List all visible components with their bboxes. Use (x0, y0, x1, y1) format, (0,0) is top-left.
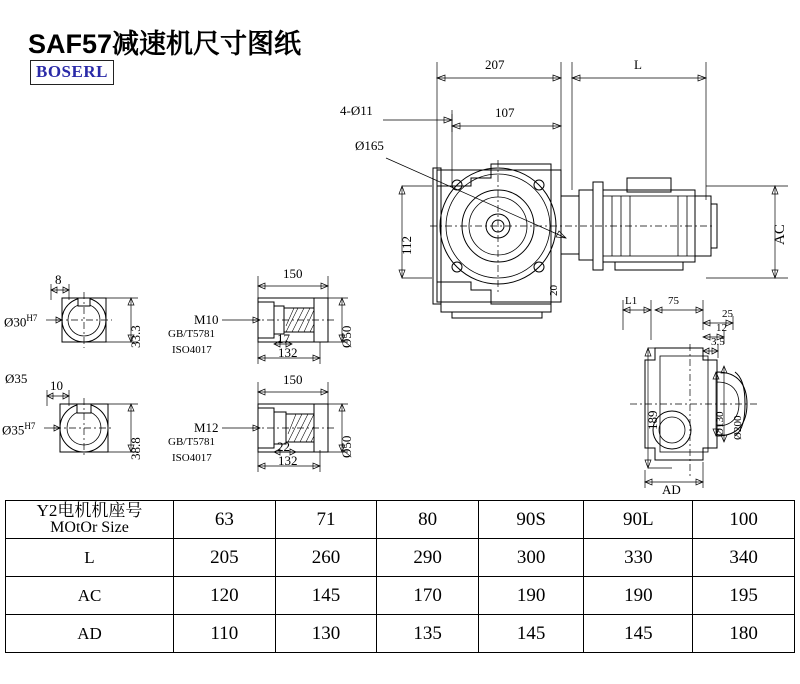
dim-label-AC: AC (772, 224, 788, 245)
dim-label-AD: AD (662, 482, 681, 497)
dim-label-25: 25 (722, 308, 733, 320)
table-row (6, 501, 795, 539)
dim-label-key8: 8 (55, 272, 62, 287)
table-cell: 63 (174, 501, 276, 539)
standard-label-iso-a: ISO4017 (172, 344, 212, 356)
table-cell: 135 (377, 615, 479, 653)
table-cell: 205 (174, 539, 276, 577)
table-cell: 90S (478, 501, 583, 539)
dim-label-150-a: 150 (283, 266, 303, 281)
dim-label-17: 17 (277, 331, 290, 346)
dim-label-189: 189 (645, 410, 660, 430)
brand-logo: BOSERL (30, 60, 114, 85)
dim-label-3-5: 3.5 (711, 336, 725, 348)
table-cell: 120 (174, 577, 276, 615)
dim-label-d50-b: Ø50 (339, 435, 354, 458)
dim-label-22: 22 (277, 439, 290, 454)
page-title: SAF57减速机尺寸图纸 (28, 29, 302, 59)
table-cell: 260 (275, 539, 377, 577)
dim-label-4-holes: 4-Ø11 (340, 103, 373, 118)
dim-label-20: 20 (548, 285, 560, 296)
table-row (6, 539, 795, 577)
dim-label-38-8: 38.8 (128, 437, 143, 460)
dim-label-d130: Ø130 (714, 411, 726, 436)
row-header-AD: AD (6, 615, 174, 653)
note-label-35: Ø35 (5, 371, 28, 386)
dim-label-33-3: 33.3 (128, 325, 143, 348)
table-row (6, 577, 795, 615)
table-cell: 180 (693, 615, 795, 653)
table-cell: 90L (584, 501, 693, 539)
dim-label-112: 112 (399, 235, 414, 255)
table-cell: 190 (584, 577, 693, 615)
table-cell: 100 (693, 501, 795, 539)
standard-label-gb-b: GB/T5781 (168, 436, 216, 448)
dim-label-150-b: 150 (283, 372, 303, 387)
table-cell: 330 (584, 539, 693, 577)
dim-label-L: L (634, 57, 642, 72)
dim-label-207: 207 (485, 57, 505, 72)
table-cell: 195 (693, 577, 795, 615)
specification-table (5, 500, 795, 653)
dim-label-107: 107 (495, 105, 515, 120)
table-cell: 110 (174, 615, 276, 653)
dim-label-key10: 10 (50, 378, 63, 393)
dim-label-12: 12 (716, 322, 727, 334)
dim-label-d50-a: Ø50 (339, 325, 354, 348)
table-cell: 290 (377, 539, 479, 577)
table-row (6, 615, 795, 653)
dim-label-d165: Ø165 (355, 138, 384, 153)
dim-label-L1: L1 (625, 295, 638, 307)
table-cell: 340 (693, 539, 795, 577)
row-header-AC: AC (6, 577, 174, 615)
dim-label-132-b: 132 (278, 453, 298, 468)
thread-label-m12: M12 (194, 420, 219, 435)
table-cell: 130 (275, 615, 377, 653)
dim-label-75: 75 (668, 295, 679, 307)
dim-label-132-a: 132 (278, 345, 298, 360)
table-cell: 145 (584, 615, 693, 653)
table-cell: 145 (275, 577, 377, 615)
dim-label-bore35: $Ø35^{H7}$ (2, 421, 36, 438)
row-header-L: L (6, 539, 174, 577)
row-header-motor-size: Y2电机机座号 MOtOr Size (6, 501, 174, 539)
table-cell: 170 (377, 577, 479, 615)
standard-label-gb-a: GB/T5781 (168, 328, 216, 340)
table-cell: 80 (377, 501, 479, 539)
table-cell: 300 (478, 539, 583, 577)
dim-label-bore30: $Ø30^{H7}$ (4, 313, 38, 330)
table-cell: 145 (478, 615, 583, 653)
dim-label-d200: Ø200 (732, 415, 744, 440)
table-cell: 71 (275, 501, 377, 539)
standard-label-iso-b: ISO4017 (172, 452, 212, 464)
thread-label-m10: M10 (194, 312, 219, 327)
table-cell: 190 (478, 577, 583, 615)
